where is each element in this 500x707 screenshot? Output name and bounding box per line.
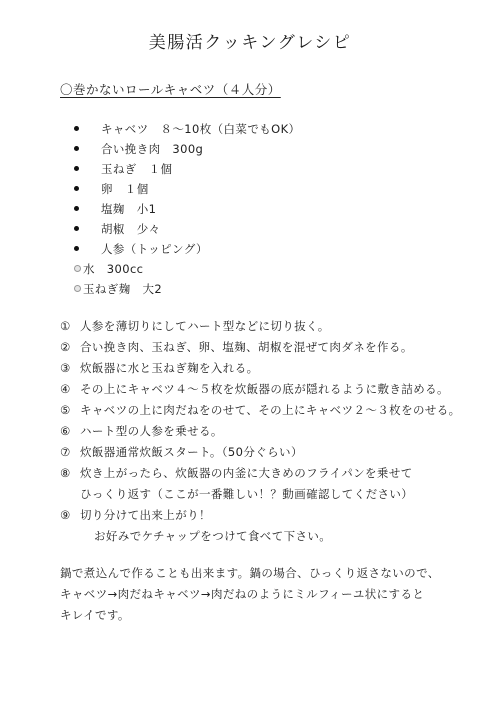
step-number: ⑨ [60, 508, 71, 522]
ingredient-item: 人参（トッピング） [60, 241, 208, 257]
step-number: ④ [60, 382, 71, 396]
step-item: ④ その上にキャベツ４～５枚を炊飯器の底が隠れるように敷き詰める。 [60, 382, 449, 396]
hollow-bullet-icon [74, 265, 81, 272]
bullet-icon [74, 146, 79, 151]
step-item: ③ 炊飯器に水と玉ねぎ麹を入れる。 [60, 361, 259, 375]
step-item: ① 人参を薄切りにしてハート型などに切り抜く。 [60, 319, 330, 333]
bullet-icon [74, 246, 79, 251]
ingredient-item: キャベツ ８～10枚（白菜でもOK） [60, 121, 300, 137]
note-line: キレイです。 [60, 608, 130, 622]
bullet-icon [74, 126, 79, 131]
ingredient-item: 玉ねぎ １個 [60, 161, 172, 177]
step-item: ⑥ ハート型の人参を乗せる。 [60, 424, 223, 438]
ingredient-item: 合い挽き肉 300g [60, 141, 203, 157]
ingredient-item: 胡椒 少々 [60, 221, 161, 237]
step-item: ② 合い挽き肉、玉ねぎ、卵、塩麹、胡椒を混ぜて肉ダネを作る。 [60, 340, 413, 354]
ingredient-item: 卵 １個 [60, 181, 149, 197]
step-number: ⑥ [60, 424, 71, 438]
hollow-bullet-icon [74, 285, 81, 292]
ingredient-item: 玉ねぎ麹 大2 [74, 281, 162, 297]
bullet-icon [74, 166, 79, 171]
step-number: ② [60, 340, 71, 354]
bullet-icon [74, 206, 79, 211]
step-number: ⑤ [60, 403, 71, 417]
recipe-title: 〇巻かないロールキャベツ（４人分） [60, 82, 281, 97]
step-number: ① [60, 319, 71, 333]
ingredient-item: 水 300cc [74, 261, 143, 277]
ingredient-item: 塩麹 小1 [60, 201, 156, 217]
step-continuation: お好みでケチャップをつけて食べて下さい。 [94, 529, 332, 543]
step-number: ③ [60, 361, 71, 375]
bullet-icon [74, 186, 79, 191]
step-number: ⑧ [60, 466, 71, 480]
step-item: ⑧ 炊き上がったら、炊飯器の内釜に大きめのフライパンを乗せて [60, 466, 413, 480]
step-item: ⑤ キャベツの上に肉だねをのせて、その上にキャベツ２～３枚をのせる。 [60, 403, 461, 417]
step-continuation: ひっくり返す（ここが一番難しい！？動画確認してください） [80, 487, 414, 501]
note-line: キャベツ→肉だねキャベツ→肉だねのようにミルフィーユ状にすると [60, 587, 425, 601]
step-number: ⑦ [60, 445, 71, 459]
note-line: 鍋で煮込んで作ることも出来ます。鍋の場合、ひっくり返さないので、 [60, 566, 440, 580]
step-item: ⑦ 炊飯器通常炊飯スタート。（50分ぐらい） [60, 445, 303, 459]
page-title: 美腸活クッキングレシピ [148, 33, 352, 53]
bullet-icon [74, 226, 79, 231]
step-item: ⑨ 切り分けて出来上がり！ [60, 508, 211, 522]
